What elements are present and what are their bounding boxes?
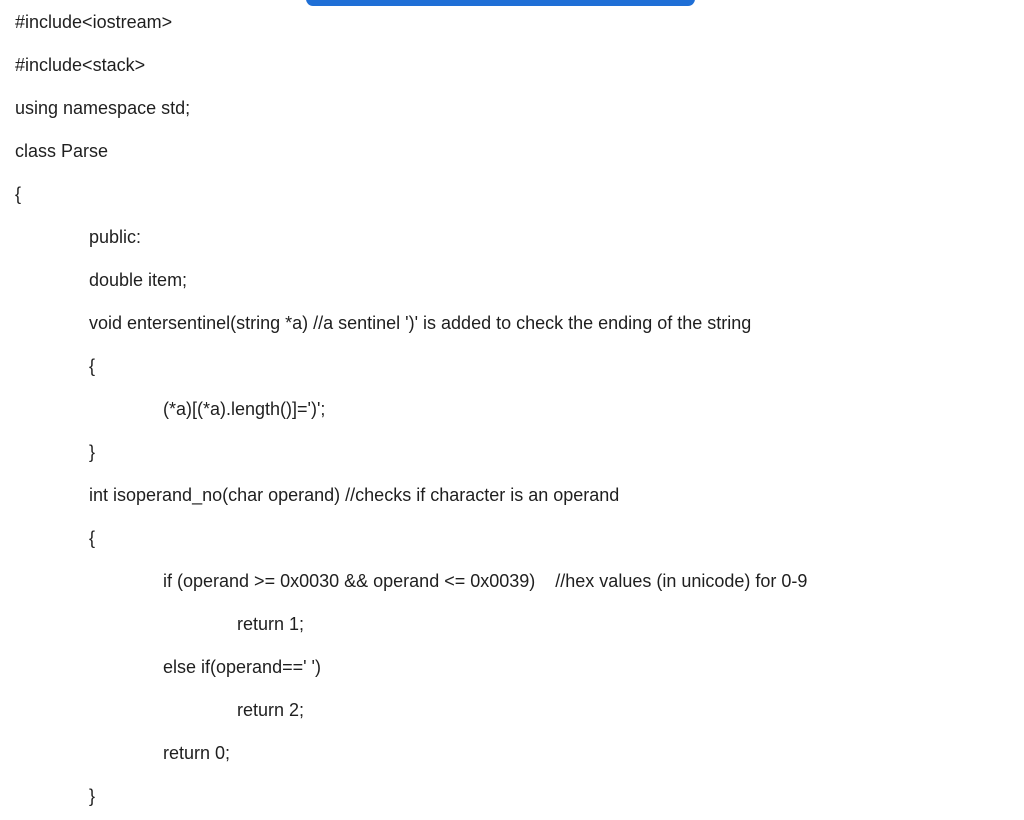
code-line: if (operand >= 0x0030 && operand <= 0x0039) //hex values (in unicode) for 0-9 — [163, 571, 808, 591]
code-line: double item; — [89, 270, 188, 290]
code-line: else if(operand==' ') — [163, 657, 321, 677]
code-line: return 0; — [163, 743, 231, 763]
code-line: } — [89, 442, 96, 462]
code-line: #include<stack> — [15, 55, 146, 75]
code-line: void entersentinel(string *a) //a sentinel ')' is added to check the ending of the string — [89, 313, 752, 333]
code-line: { — [15, 184, 22, 204]
code-line: { — [89, 528, 96, 548]
code-line: public: — [89, 227, 142, 247]
code-line: return 2; — [237, 700, 305, 720]
code-line: (*a)[(*a).length()]=')'; — [163, 399, 326, 419]
code-line: class Parse — [15, 141, 109, 161]
code-line: } — [89, 786, 96, 806]
code-line: int isoperand_no(char operand) //checks if character is an operand — [89, 485, 620, 505]
code-line: #include<iostream> — [15, 12, 173, 32]
code-line: using namespace std; — [15, 98, 191, 118]
code-line: return 1; — [237, 614, 305, 634]
code-line: { — [89, 356, 96, 376]
